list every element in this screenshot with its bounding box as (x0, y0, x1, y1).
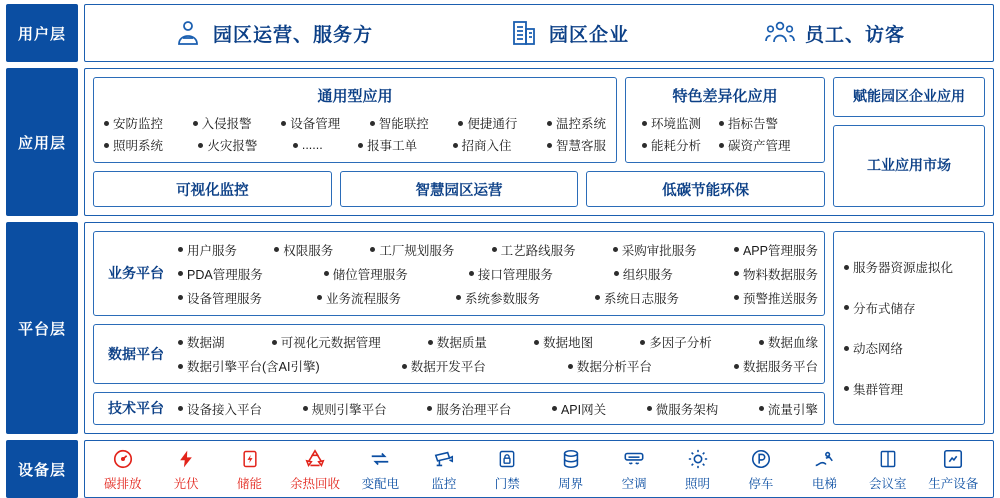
device-item-heat-recovery[interactable] (290, 447, 340, 492)
platform-chip[interactable]: 系统参数服务 (456, 289, 540, 307)
device-label: 生产设备 (928, 476, 979, 491)
app-chip[interactable]: 招商入住 (453, 136, 512, 154)
app-chip[interactable]: 温控系统 (547, 114, 606, 132)
feature-row-2 (636, 134, 814, 156)
user-item-staff-visitor[interactable] (765, 18, 905, 48)
app-chip[interactable]: ...... (293, 136, 323, 154)
platform-chip[interactable]: 权限服务 (274, 241, 333, 259)
industrial-app-market[interactable]: 工业应用市场 (833, 125, 985, 207)
device-label: 监控 (431, 476, 457, 491)
user-item-enterprise[interactable] (509, 18, 629, 48)
business-platform-name: 业务平台 (108, 265, 164, 282)
device-label: 周界 (558, 476, 584, 491)
platform-chip[interactable]: 组织服务 (614, 265, 673, 283)
application-right-column (833, 77, 985, 207)
infrastructure-box (833, 231, 985, 425)
camera-icon (432, 447, 456, 471)
lock-icon (495, 447, 519, 471)
business-row-3 (178, 286, 818, 310)
application-layer-row (6, 68, 994, 216)
platform-chip[interactable]: 数据质量 (428, 333, 487, 351)
device-layer-body (84, 440, 994, 498)
platform-chip[interactable]: 采购审批服务 (613, 241, 697, 259)
device-item-lighting[interactable] (675, 447, 721, 492)
device-item-camera[interactable] (421, 447, 467, 492)
light-icon (686, 447, 710, 471)
business-platform-items (178, 234, 824, 314)
device-item-perimeter[interactable] (548, 447, 594, 492)
app-chip[interactable]: 安防监控 (104, 114, 163, 132)
app-chip[interactable]: 能耗分析 (642, 136, 701, 154)
infra-chip[interactable]: 集群管理 (844, 380, 974, 398)
gauge-icon (111, 447, 135, 471)
operations-person-icon (173, 18, 203, 48)
device-item-transformer[interactable] (357, 447, 403, 492)
user-layer-body (84, 4, 994, 62)
feature-application-title: 特色差异化应用 (672, 88, 778, 105)
aircon-icon (622, 447, 646, 471)
platform-chip[interactable]: APP管理服务 (734, 241, 818, 259)
tech-platform-box (93, 392, 825, 425)
device-label: 余热回收 (289, 476, 340, 491)
platform-chip[interactable]: 预警推送服务 (734, 289, 818, 307)
platform-left-column (93, 231, 825, 425)
platform-chip[interactable]: PDA管理服务 (178, 265, 263, 283)
platform-right-column (833, 231, 985, 425)
platform-chip[interactable]: 规则引擎平台 (303, 400, 387, 418)
device-layer-label: 设备层 (6, 440, 78, 498)
parking-icon (749, 447, 773, 471)
platform-chip[interactable]: 服务治理平台 (427, 400, 511, 418)
app-chip[interactable]: 环境监测 (642, 114, 701, 132)
app-chip[interactable]: 照明系统 (104, 136, 163, 154)
platform-chip[interactable]: 多因子分析 (640, 333, 712, 351)
data-row-2 (178, 354, 818, 378)
device-item-production-equipment[interactable] (928, 447, 978, 492)
user-layer-label: 用户层 (6, 4, 78, 62)
platform-chip[interactable]: 储位管理服务 (324, 265, 408, 283)
application-bottom-boxes (93, 171, 825, 207)
device-item-carbon-emission[interactable] (100, 447, 146, 492)
platform-chip[interactable]: 数据湖 (178, 333, 225, 351)
app-chip[interactable]: 报事工单 (358, 136, 417, 154)
device-label: 停车 (748, 476, 774, 491)
device-label: 变配电 (361, 476, 400, 491)
device-item-access-control[interactable] (484, 447, 530, 492)
app-chip[interactable]: 便捷通行 (458, 114, 517, 132)
platform-chip[interactable]: 流量引擎 (759, 400, 818, 418)
business-row-2 (178, 262, 818, 286)
application-layer-body (84, 68, 994, 216)
platform-chip[interactable]: API网关 (552, 400, 606, 418)
platform-chip[interactable]: 微服务架构 (647, 400, 719, 418)
application-layer-label: 应用层 (6, 68, 78, 216)
platform-chip[interactable]: 设备管理服务 (178, 289, 262, 307)
data-platform-name: 数据平台 (108, 345, 164, 362)
platform-chip[interactable]: 数据服务平台 (734, 357, 818, 375)
app-chip[interactable]: 火灾报警 (198, 136, 257, 154)
device-item-parking[interactable] (738, 447, 784, 492)
app-chip[interactable]: 入侵报警 (193, 114, 252, 132)
platform-chip[interactable]: 数据分析平台 (568, 357, 652, 375)
platform-chip[interactable]: 系统日志服务 (595, 289, 679, 307)
platform-layer-row (6, 222, 994, 434)
user-item-label: 园区运营、服务方 (212, 24, 373, 46)
platform-chip[interactable]: 数据血缘 (759, 333, 818, 351)
platform-chip[interactable]: 物料数据服务 (734, 265, 818, 283)
device-label: 会议室 (869, 476, 907, 491)
data-row-1 (178, 330, 818, 354)
general-application-items (94, 106, 616, 156)
business-row-1 (178, 238, 818, 262)
platform-chip[interactable]: 数据开发平台 (402, 357, 486, 375)
device-item-elevator[interactable] (801, 447, 847, 492)
infra-chip[interactable]: 动态网络 (844, 339, 974, 357)
platform-chip[interactable]: 接口管理服务 (469, 265, 553, 283)
device-label: 照明 (685, 476, 711, 491)
device-item-meeting-room[interactable] (865, 447, 911, 492)
device-label: 碳排放 (103, 476, 142, 491)
device-label: 光伏 (173, 476, 199, 491)
device-label: 储能 (237, 476, 263, 491)
platform-chip[interactable]: 工艺路线服务 (492, 241, 576, 259)
platform-chip[interactable]: 数据引擎平台(含AI引擎) (178, 357, 320, 375)
platform-layer-label: 平台层 (6, 222, 78, 434)
platform-chip[interactable]: 可视化元数据管理 (272, 333, 381, 351)
app-chip[interactable]: 智能联控 (370, 114, 429, 132)
elevator-icon (812, 447, 836, 471)
data-platform-box (93, 324, 825, 384)
device-item-storage[interactable] (227, 447, 273, 492)
app-chip[interactable]: 碳资产管理 (719, 136, 791, 154)
general-application-title: 通用型应用 (317, 88, 393, 105)
tech-platform-items (178, 396, 824, 422)
tech-row-1 (178, 400, 818, 418)
device-layer-row (6, 440, 994, 498)
application-top-boxes (93, 77, 825, 163)
meeting-room-icon (876, 447, 900, 471)
business-platform-box (93, 231, 825, 316)
feature-row-1 (636, 112, 814, 134)
device-item-aircon[interactable] (611, 447, 657, 492)
user-layer-row (6, 4, 994, 62)
general-row-1 (104, 112, 606, 134)
platform-chip[interactable]: 设备接入平台 (178, 400, 262, 418)
device-item-pv[interactable] (163, 447, 209, 492)
infra-chip[interactable]: 服务器资源虚拟化 (844, 258, 974, 276)
lightning-icon (174, 447, 198, 471)
app-bottom-visual-monitor[interactable]: 可视化监控 (93, 171, 332, 207)
transformer-icon (368, 447, 392, 471)
device-label: 门禁 (494, 476, 520, 491)
user-item-operations[interactable] (173, 18, 373, 48)
user-item-label: 员工、访客 (804, 24, 905, 46)
feature-application-box (625, 77, 825, 163)
enable-park-enterprise-app[interactable]: 赋能园区企业应用 (833, 77, 985, 117)
perimeter-icon (559, 447, 583, 471)
building-icon (509, 18, 539, 48)
app-bottom-smart-park-ops[interactable]: 智慧园区运营 (340, 171, 579, 207)
platform-chip[interactable]: 业务流程服务 (317, 289, 401, 307)
platform-layer-body (84, 222, 994, 434)
app-bottom-low-carbon[interactable]: 低碳节能环保 (586, 171, 825, 207)
recycle-icon (303, 447, 327, 471)
app-chip[interactable]: 指标告警 (719, 114, 778, 132)
platform-chip[interactable]: 数据地图 (534, 333, 593, 351)
app-chip[interactable]: 智慧客服 (547, 136, 606, 154)
device-label: 空调 (621, 476, 647, 491)
user-item-label: 园区企业 (548, 24, 629, 46)
app-chip[interactable]: 设备管理 (281, 114, 340, 132)
people-group-icon (765, 18, 795, 48)
tech-platform-name: 技术平台 (108, 400, 164, 417)
general-row-2 (104, 134, 606, 156)
platform-chip[interactable]: 工厂规划服务 (370, 241, 454, 259)
infra-chip[interactable]: 分布式储存 (844, 299, 974, 317)
application-left-column (93, 77, 825, 207)
data-platform-items (178, 326, 824, 382)
feature-application-items (626, 106, 824, 156)
device-label: 电梯 (811, 476, 837, 491)
production-equipment-icon (941, 447, 965, 471)
general-application-box (93, 77, 617, 163)
battery-icon (238, 447, 262, 471)
platform-chip[interactable]: 用户服务 (178, 241, 237, 259)
